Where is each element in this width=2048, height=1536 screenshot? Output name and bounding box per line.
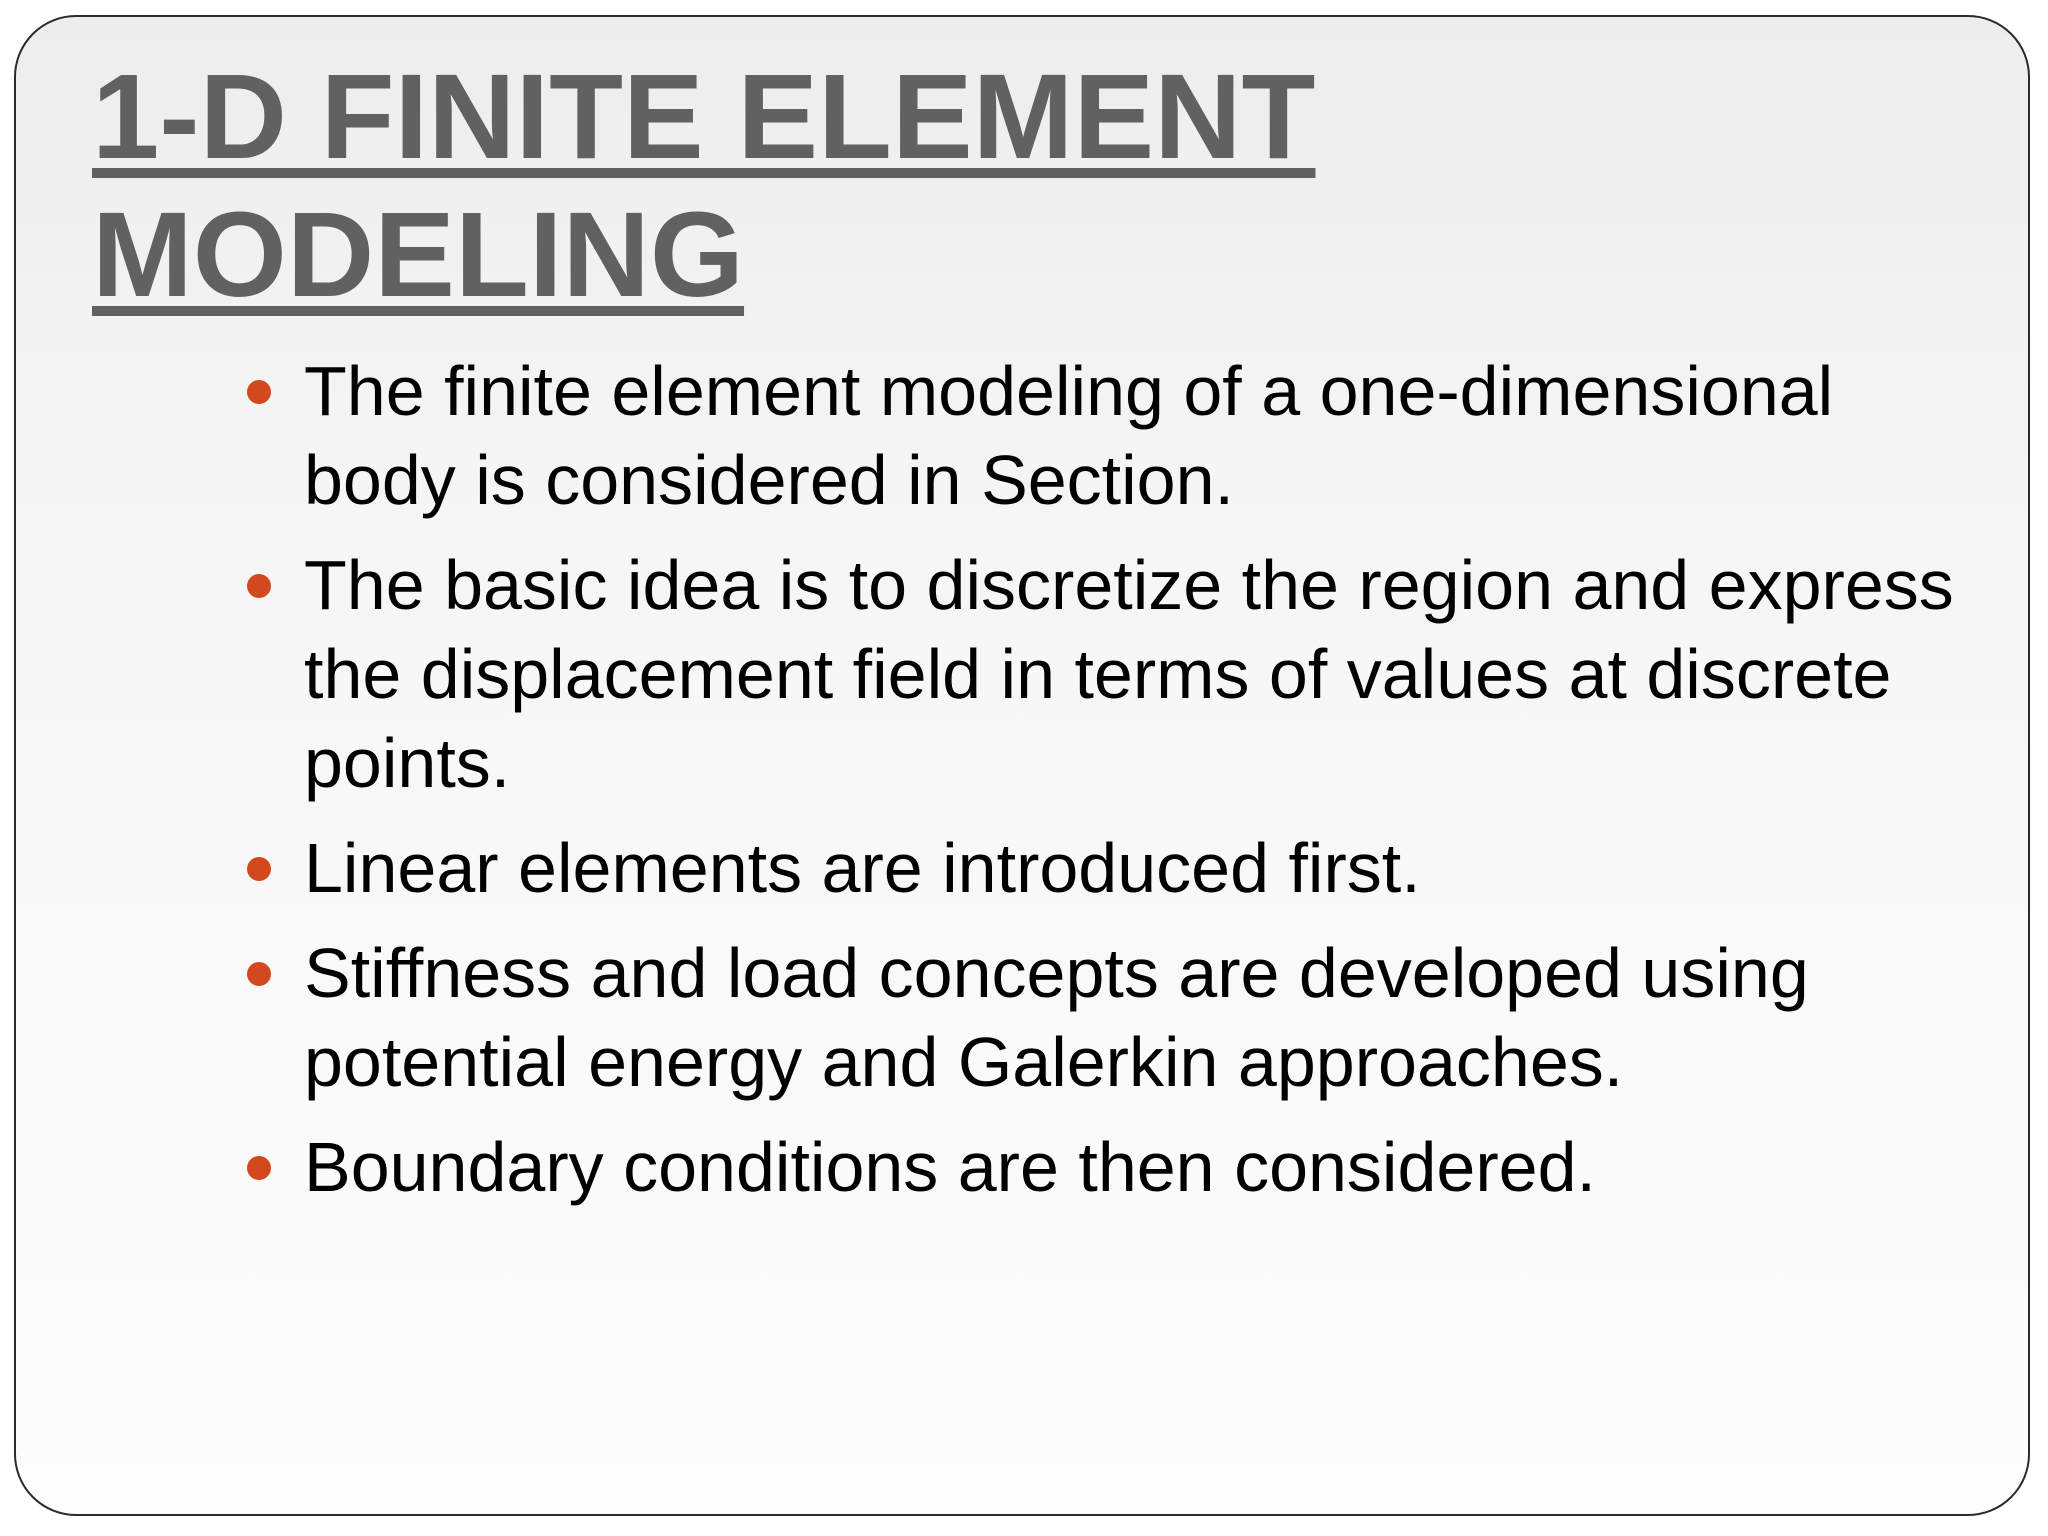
slide	[14, 15, 2030, 1516]
bullet-dot-icon	[247, 962, 271, 986]
bullet-text: The basic idea is to discretize the region and express the displacement field in terms of values at discrete points.	[304, 546, 1954, 802]
title-line-1: 1-D FINITE ELEMENT	[92, 48, 1316, 184]
title-line-2: MODELING	[92, 186, 745, 322]
bullet-text: Stiffness and load concepts are developed using potential energy and Galerkin approaches.	[304, 934, 1809, 1101]
bullet-dot-icon	[247, 380, 271, 404]
bullet-dot-icon	[247, 574, 271, 598]
bullet-dot-icon	[247, 1156, 271, 1180]
bullet-dot-icon	[247, 857, 271, 881]
slide-title	[92, 47, 1992, 323]
bullet-item	[234, 347, 1954, 525]
bullet-item	[234, 929, 1954, 1107]
bullet-text: The finite element modeling of a one-dimensional body is considered in Section.	[304, 352, 1834, 519]
bullet-item	[234, 541, 1954, 808]
bullet-item	[234, 1123, 1954, 1212]
bullet-item	[234, 824, 1954, 913]
bullet-text: Boundary conditions are then considered.	[304, 1128, 1596, 1206]
bullet-text: Linear elements are introduced first.	[304, 829, 1421, 907]
bullet-list	[234, 347, 1954, 1228]
